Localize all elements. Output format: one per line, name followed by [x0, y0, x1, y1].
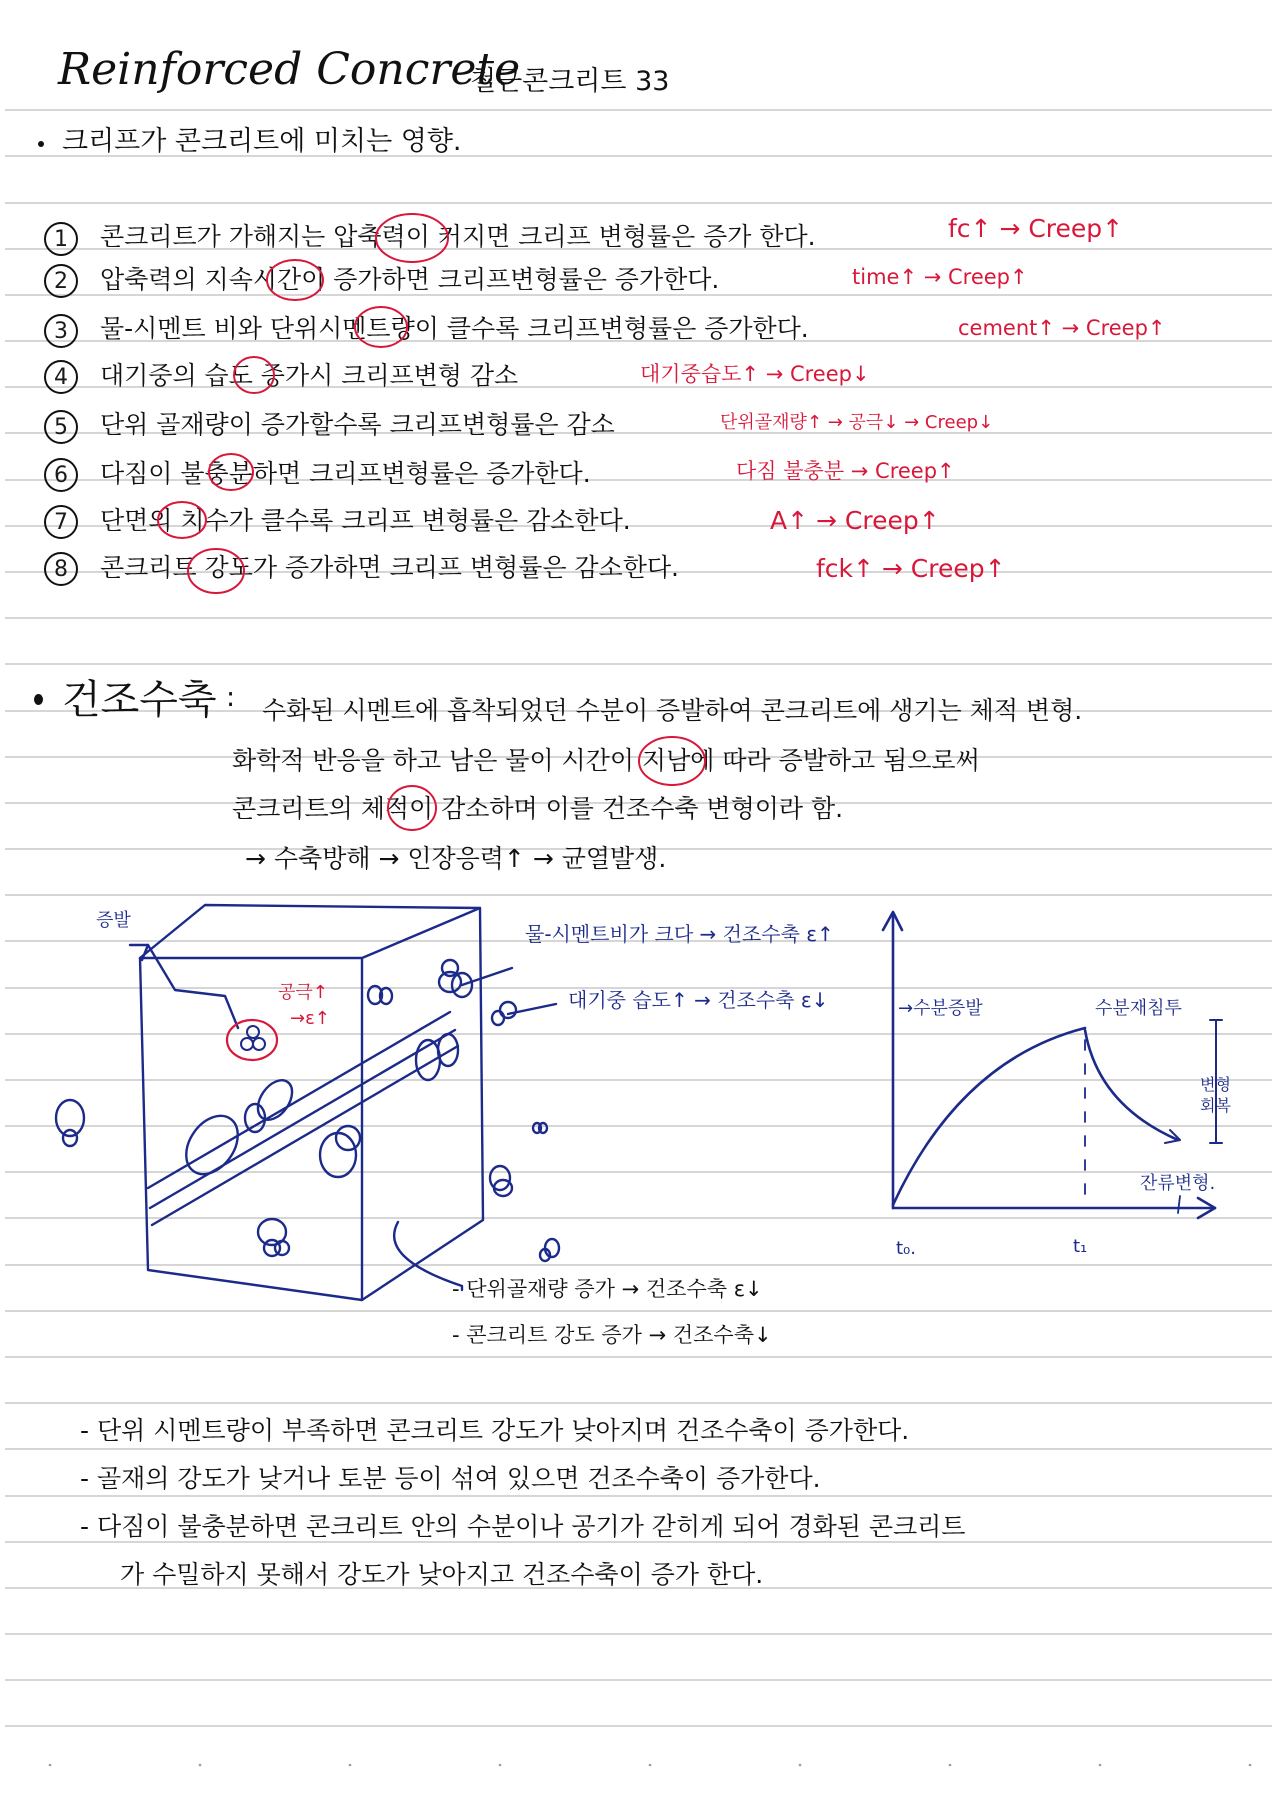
graph-label-evaporation: →수분증발: [898, 998, 983, 1019]
graph-label-residual: 잔류변형.: [1140, 1173, 1216, 1194]
item-note: 대기중습도↑ → Creep↓: [640, 362, 870, 386]
item-number-circle: 2: [44, 264, 78, 298]
item-note: fck↑ → Creep↑: [816, 554, 1006, 583]
graph-label-resaturation: 수분재침투: [1095, 998, 1182, 1019]
item-note: 단위골재량↑ → 공극↓ → Creep↓: [720, 412, 994, 433]
item-number-circle: 8: [44, 552, 78, 586]
item-text: 대기중의 습도 증가시 크리프변형 감소: [100, 361, 519, 390]
summary-line: - 다짐이 불충분하면 콘크리트 안의 수분이나 공기가 갇히게 되어 경화된 콘크리트: [80, 1512, 966, 1541]
note-humidity: 대기중 습도↑ → 건조수축 ε↓: [568, 988, 829, 1012]
item-text: 콘크리트가 가해지는 압축력이 커지면 크리프 변형률은 증가 한다.: [100, 222, 816, 251]
item-text: 콘크리트 강도가 증가하면 크리프 변형률은 감소한다.: [100, 553, 679, 582]
page-title-korean: 철근콘크리트 33: [470, 66, 670, 97]
page-title: Reinforced Concrete: [58, 44, 521, 95]
section-heading-drying-shrinkage: 건조수축: [62, 677, 217, 723]
item-note: A↑ → Creep↑: [770, 506, 940, 535]
summary-line: - 단위 시멘트량이 부족하면 콘크리트 강도가 낮아지며 건조수축이 증가한다.: [80, 1416, 910, 1445]
note-aggregate: - 단위골재량 증가 → 건조수축 ε↓: [452, 1277, 763, 1301]
section-heading-creep: 크리프가 콘크리트에 미치는 영향.: [62, 126, 462, 157]
item-text: 다짐이 불충분하면 크리프변형률은 증가한다.: [100, 459, 591, 488]
graph-tick-t1: t₁: [1073, 1236, 1088, 1257]
definition-line: 콘크리트의 체적이 감소하며 이를 건조수축 변형이라 함.: [232, 794, 844, 823]
item-number-circle: 4: [44, 360, 78, 394]
item-text: 단위 골재량이 증가할수록 크리프변형률은 감소: [100, 410, 615, 439]
note-strength: - 콘크리트 강도 증가 → 건조수축↓: [452, 1323, 772, 1347]
drying-curve: [893, 1028, 1085, 1205]
item-note: 다짐 불충분 → Creep↑: [736, 459, 955, 483]
item-number-circle: 5: [44, 410, 78, 444]
note-water-cement-ratio: 물-시멘트비가 크다 → 건조수축 ε↑: [525, 922, 834, 946]
graph-tick-t0: t₀.: [896, 1238, 916, 1259]
heading-colon: :: [226, 682, 236, 713]
item-note: cement↑ → Creep↑: [958, 316, 1166, 340]
definition-line: 화학적 반응을 하고 남은 물이 시간이 지남에 따라 증발하고 됨으로써: [232, 746, 980, 775]
summary-line: 가 수밀하지 못해서 강도가 낮아지고 건조수축이 증가 한다.: [120, 1560, 764, 1589]
strain-increase-label: →ε↑: [290, 1008, 330, 1029]
graph-label-recovery: 변형 회복: [1200, 1075, 1231, 1115]
item-text: 단면의 치수가 클수록 크리프 변형률은 감소한다.: [100, 506, 631, 535]
item-note: fc↑ → Creep↑: [948, 214, 1124, 243]
rewetting-curve: [1085, 1030, 1178, 1140]
item-text: 물-시멘트 비와 단위시멘트량이 클수록 크리프변형률은 증가한다.: [100, 314, 809, 343]
definition-line: 수화된 시멘트에 흡착되었던 수분이 증발하여 콘크리트에 생기는 체적 변형.: [262, 696, 1083, 725]
summary-line: - 골재의 강도가 낮거나 토분 등이 섞여 있으면 건조수축이 증가한다.: [80, 1464, 821, 1493]
item-text: 압축력의 지속시간이 증가하면 크리프변형률은 증가한다.: [100, 265, 720, 294]
item-number-circle: 3: [44, 314, 78, 348]
item-number-circle: 1: [44, 222, 78, 256]
item-note: time↑ → Creep↑: [852, 265, 1028, 289]
item-number-circle: 6: [44, 458, 78, 492]
item-number-circle: 7: [44, 505, 78, 539]
void-increase-label: 공극↑: [278, 982, 328, 1003]
definition-line: → 수축방해 → 인장응력↑ → 균열발생.: [245, 844, 667, 873]
evaporation-label: 증발: [96, 910, 131, 931]
